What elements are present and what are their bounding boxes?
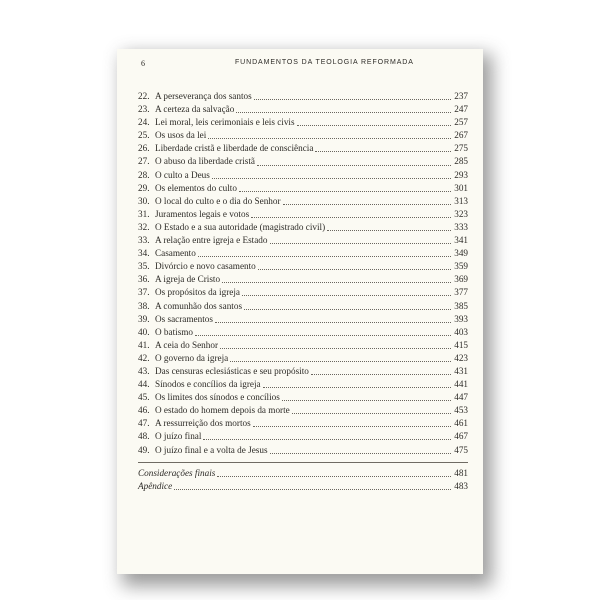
chapter-title: O estado do homem depois da morte [155, 405, 290, 416]
dot-leader [198, 248, 451, 257]
chapter-number: 32. [138, 221, 150, 232]
dot-leader [239, 183, 451, 192]
chapter-number: 35. [138, 261, 150, 272]
chapter-number: 47. [138, 418, 150, 429]
chapter-number: 23. [138, 104, 150, 115]
toc-row [138, 169, 468, 182]
dot-leader [263, 379, 451, 388]
page-reference: 481 [454, 467, 468, 478]
page-reference: 475 [454, 444, 468, 455]
chapter-title: Divórcio e novo casamento [155, 261, 256, 272]
dot-leader [258, 261, 451, 270]
toc-row [138, 300, 468, 313]
chapter-title: Os limites dos sínodos e concílios [155, 392, 280, 403]
page-reference: 403 [454, 326, 468, 337]
chapter-number: 45. [138, 392, 150, 403]
page-reference: 483 [454, 480, 468, 491]
page-reference: 453 [454, 405, 468, 416]
running-head [117, 59, 483, 73]
toc-row [138, 260, 468, 273]
chapter-title: A igreja de Cristo [155, 274, 221, 285]
page-reference: 423 [454, 352, 468, 363]
toc-row [138, 404, 468, 417]
toc-row [138, 391, 468, 404]
page-reference: 431 [454, 365, 468, 376]
chapter-title: Os elementos do culto [155, 182, 237, 193]
dot-leader [212, 170, 451, 179]
chapter-number: 34. [138, 248, 150, 259]
page-reference: 393 [454, 313, 468, 324]
page-reference: 313 [454, 195, 468, 206]
toc-row [138, 103, 468, 116]
back-matter-row [138, 480, 468, 493]
back-matter-row [138, 467, 468, 480]
toc-row [138, 129, 468, 142]
chapter-number: 38. [138, 300, 150, 311]
page-reference: 323 [454, 208, 468, 219]
section-title: Apêndice [138, 480, 173, 491]
page-reference: 349 [454, 248, 468, 259]
page-reference: 359 [454, 261, 468, 272]
chapter-number: 40. [138, 326, 150, 337]
chapter-number: 42. [138, 352, 150, 363]
chapter-title: O batismo [155, 326, 194, 337]
dot-leader [254, 91, 451, 100]
chapter-number: 22. [138, 91, 150, 101]
chapter-title: Sínodos e concílios da igreja [155, 379, 261, 390]
chapter-number: 26. [138, 143, 150, 154]
chapter-title: A certeza da salvação [155, 104, 235, 115]
chapter-title: Os propósitos da igreja [155, 287, 240, 298]
dot-leader [315, 143, 451, 152]
toc-row [138, 352, 468, 365]
chapter-title: A perseverança dos santos [155, 91, 252, 101]
dot-leader [244, 301, 451, 310]
chapter-title: Os sacramentos [155, 313, 213, 324]
chapter-title: A ceia do Senhor [155, 339, 219, 350]
chapter-title: Os usos da lei [155, 130, 207, 141]
dot-leader [208, 130, 451, 139]
page-reference: 461 [454, 418, 468, 429]
dot-leader [195, 327, 451, 336]
dot-leader [222, 274, 451, 283]
chapter-number: 24. [138, 117, 150, 128]
chapter-number: 29. [138, 182, 150, 193]
page-reference: 415 [454, 339, 468, 350]
chapter-title: O juízo final e a volta de Jesus [155, 444, 268, 455]
dot-leader [257, 157, 451, 166]
chapter-number: 41. [138, 339, 150, 350]
page-reference: 341 [454, 235, 468, 246]
toc-row [138, 365, 468, 378]
toc-row [138, 221, 468, 234]
page-reference: 441 [454, 379, 468, 390]
toc-row [138, 444, 468, 457]
chapter-title: Liberdade cristã e liberdade de consciência [155, 143, 314, 154]
page-number: 6 [141, 59, 146, 68]
page-reference: 301 [454, 182, 468, 193]
page-reference: 447 [454, 392, 468, 403]
toc-row [138, 155, 468, 168]
toc-row [138, 182, 468, 195]
page-reference: 385 [454, 300, 468, 311]
toc-row [138, 313, 468, 326]
dot-leader [270, 445, 451, 454]
page-reference: 237 [454, 91, 468, 101]
chapter-number: 28. [138, 169, 150, 180]
dot-leader [327, 222, 451, 231]
section-title: Considerações finais [138, 467, 216, 478]
chapter-number: 44. [138, 379, 150, 390]
page-reference: 377 [454, 287, 468, 298]
dot-leader [251, 209, 451, 218]
chapter-title: O local do culto e o dia do Senhor [155, 195, 281, 206]
chapter-title: Casamento [155, 248, 196, 259]
chapter-number: 30. [138, 195, 150, 206]
dot-leader [217, 468, 451, 477]
dot-leader [297, 117, 451, 126]
toc-row [138, 430, 468, 443]
chapter-title: O Estado e a sua autoridade (magistrado civil) [155, 221, 326, 232]
chapter-number: 37. [138, 287, 150, 298]
dot-leader [283, 196, 451, 205]
page-reference: 247 [454, 104, 468, 115]
chapter-title: Juramentos legais e votos [155, 208, 250, 219]
toc-row [138, 116, 468, 129]
chapter-number: 48. [138, 431, 150, 442]
page-reference: 369 [454, 274, 468, 285]
chapter-title: A relação entre igreja e Estado [155, 235, 268, 246]
page-reference: 275 [454, 143, 468, 154]
dot-leader [292, 405, 451, 414]
page-reference: 267 [454, 130, 468, 141]
dot-leader [242, 287, 451, 296]
chapter-number: 31. [138, 208, 150, 219]
chapter-title: O abuso da liberdade cristã [155, 156, 256, 167]
dot-leader [253, 418, 451, 427]
dot-leader [215, 314, 451, 323]
page-reference: 467 [454, 431, 468, 442]
chapter-title: O juízo final [155, 431, 202, 442]
chapter-number: 46. [138, 405, 150, 416]
chapter-number: 27. [138, 156, 150, 167]
chapter-title: Lei moral, leis cerimoniais e leis civis [155, 117, 295, 128]
dot-leader [220, 340, 451, 349]
chapter-number: 49. [138, 444, 150, 455]
toc-row [138, 378, 468, 391]
dot-leader [282, 392, 451, 401]
toc-row [138, 234, 468, 247]
chapter-number: 33. [138, 235, 150, 246]
dot-leader [270, 235, 452, 244]
chapter-title: O culto a Deus [155, 169, 210, 180]
toc-row [138, 326, 468, 339]
chapter-number: 36. [138, 274, 150, 285]
book-title: FUNDAMENTOS DA TEOLOGIA REFORMADA [235, 59, 414, 66]
toc-entries [138, 90, 468, 457]
book-page [117, 49, 483, 574]
dot-leader [230, 353, 451, 362]
table-of-contents [138, 90, 468, 493]
page-reference: 293 [454, 169, 468, 180]
chapter-number: 25. [138, 130, 150, 141]
chapter-title: O governo da igreja [155, 352, 229, 363]
dot-leader [174, 481, 451, 490]
toc-row [138, 273, 468, 286]
toc-row [138, 142, 468, 155]
toc-row [138, 286, 468, 299]
page-reference: 285 [454, 156, 468, 167]
toc-row [138, 247, 468, 260]
toc-row [138, 208, 468, 221]
chapter-title: Das censuras eclesiásticas e seu propósito [155, 365, 309, 376]
back-matter-entries [138, 467, 468, 493]
dot-leader [311, 366, 451, 375]
toc-row [138, 417, 468, 430]
chapter-title: A ressurreição dos mortos [155, 418, 251, 429]
chapter-number: 43. [138, 365, 150, 376]
page-reference: 257 [454, 117, 468, 128]
dot-leader [203, 431, 451, 440]
toc-row [138, 339, 468, 352]
chapter-title: A comunhão dos santos [155, 300, 243, 311]
dot-leader [236, 104, 451, 113]
page-reference: 333 [454, 221, 468, 232]
section-divider [138, 462, 468, 463]
chapter-number: 39. [138, 313, 150, 324]
toc-row [138, 90, 468, 103]
toc-row [138, 195, 468, 208]
